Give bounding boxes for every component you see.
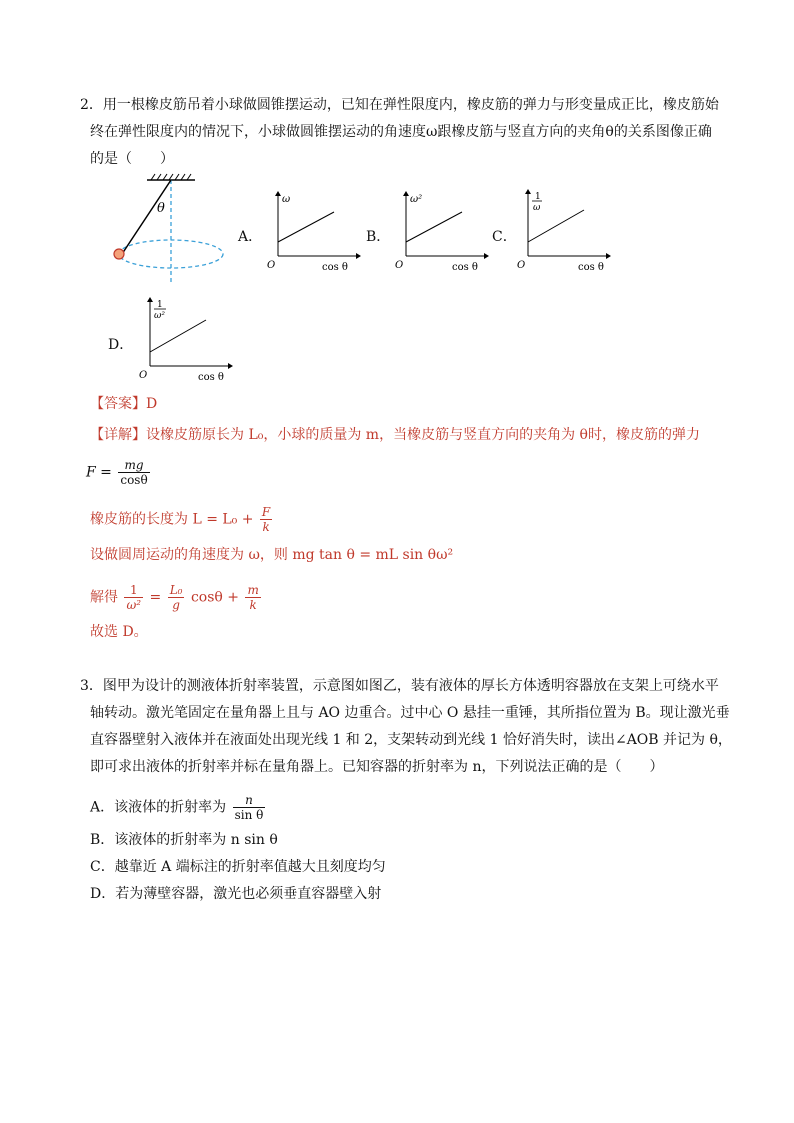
- option-c-origin: O: [517, 260, 526, 271]
- eq2-prefix: 橡皮筋的长度为 L = L₀ +: [90, 511, 254, 528]
- detail-line-1: [90, 425, 700, 445]
- eq1-left: F =: [86, 464, 112, 481]
- option-d-letter: D．: [108, 337, 134, 353]
- q3-option-d: D．若为薄壁容器，激光也必须垂直容器壁入射: [90, 886, 382, 902]
- q3-option-a-num: n: [233, 793, 266, 808]
- q3-option-b: B．该液体的折射率为 n sin θ: [90, 832, 278, 848]
- eq4-c-den: k: [249, 598, 257, 612]
- equation-solution: [90, 583, 263, 612]
- option-b-graph: [390, 190, 490, 272]
- q3-line-1: 3．图甲为设计的测液体折射率装置，示意图如图乙，装有液体的厚长方体透明容器放在支架上可绕水平: [80, 678, 719, 694]
- detail-text: 设橡皮筋原长为 L₀，小球的质量为 m，当橡皮筋与竖直方向的夹角为 θ时，橡皮筋的弹力: [146, 427, 700, 443]
- q3-line-2: 轴转动。激光笔固定在量角器上且与 AO 边重合。过中心 O 悬挂一重锤，其所指位置为 B。现让激光垂: [90, 705, 730, 721]
- eq2-num: F: [261, 505, 271, 519]
- eq4-a-den: ω²: [126, 598, 142, 612]
- eq1-den: cosθ: [120, 473, 148, 487]
- eq4-b-den: g: [172, 598, 180, 612]
- option-b-letter: B．: [366, 229, 391, 245]
- option-a-origin: O: [267, 260, 276, 271]
- eq4-mid: cosθ +: [190, 589, 240, 606]
- q3-line-4: 即可求出液体的折射率并标在量角器上。已知容器的折射率为 n，下列说法正确的是（ ）: [90, 759, 664, 775]
- option-b-y-label: ω²: [410, 194, 423, 205]
- q2-line-1: 2．用一根橡皮筋吊着小球做圆锥摆运动，已知在弹性限度内，橡皮筋的弹力与形变量成正比，橡皮筋始: [80, 97, 719, 113]
- q3-line-3: 直容器壁射入液体并在液面处出现光线 1 和 2，支架转动到光线 1 恰好消失时，读出∠AOB 并记为 θ，: [90, 732, 732, 748]
- option-d-graph: [134, 294, 234, 382]
- eq4-prefix: 解得: [90, 589, 118, 606]
- equation-force: [86, 458, 152, 487]
- option-a-y-label: ω: [282, 194, 291, 205]
- option-b-origin: O: [395, 260, 404, 271]
- conclusion: 故选 D。: [90, 624, 148, 640]
- eq4-eq: =: [149, 589, 162, 606]
- eq4-a-num: 1: [124, 583, 143, 598]
- option-c-y-label-den: ω: [533, 203, 541, 213]
- option-b-x-label: cos θ: [452, 262, 478, 272]
- option-a-letter: A．: [238, 229, 263, 245]
- option-c-y-label-num: 1: [535, 192, 541, 202]
- option-a-graph: [262, 190, 362, 272]
- q3-option-a-prefix: A．该液体的折射率为: [90, 799, 227, 816]
- q3-option-a: [90, 793, 267, 822]
- option-d-y-label-num: 1: [157, 300, 163, 310]
- answer: 【答案】D: [90, 396, 158, 412]
- theta-label: θ: [157, 201, 165, 216]
- eq4-c-num: m: [247, 583, 259, 597]
- q2-line-2: 终在弹性限度内的情况下，小球做圆锥摆运动的角速度ω跟橡皮筋与竖直方向的夹角θ的关系图像正确: [90, 124, 712, 140]
- eq2-den: k: [262, 520, 270, 534]
- q3-option-c: C．越靠近 A 端标注的折射率值越大且刻度均匀: [90, 859, 386, 875]
- equation-length: [90, 505, 274, 534]
- option-c-letter: C．: [492, 229, 517, 245]
- option-d-y-label-den: ω²: [154, 311, 165, 321]
- option-a-x-label: cos θ: [322, 262, 348, 272]
- equation-omega: 设做圆周运动的角速度为 ω，则 mg tan θ = mL sin θω²: [90, 547, 454, 563]
- option-d-origin: O: [139, 370, 148, 381]
- option-c-x-label: cos θ: [578, 262, 604, 272]
- option-c-graph: [512, 186, 612, 272]
- eq4-b-num: L₀: [169, 583, 183, 597]
- option-d-x-label: cos θ: [198, 372, 224, 382]
- detail-tag: 【详解】: [90, 427, 146, 443]
- conical-pendulum-figure: [105, 172, 235, 287]
- q2-line-3: 的是（ ）: [90, 151, 174, 167]
- q3-option-a-den: sin θ: [234, 808, 264, 822]
- eq1-num: mg: [118, 458, 149, 473]
